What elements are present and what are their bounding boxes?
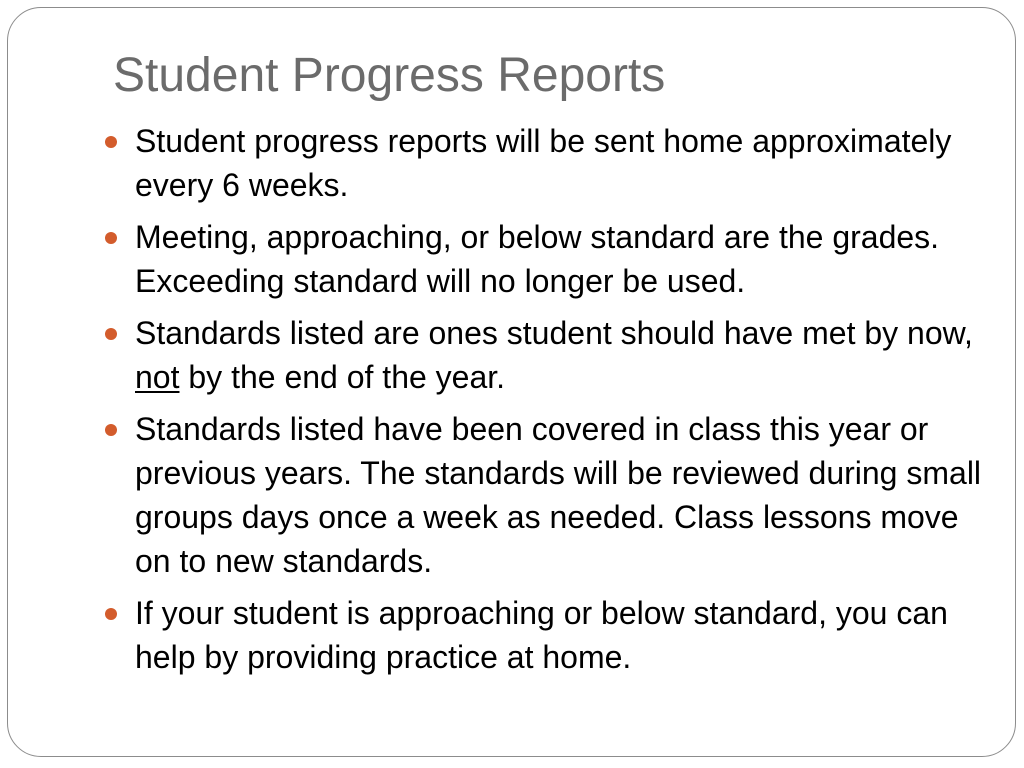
bullet-dot-icon <box>105 232 117 244</box>
bullet-dot-icon <box>105 136 117 148</box>
bullet-list <box>105 119 985 687</box>
bullet-item <box>105 407 985 583</box>
bullet-text: If your student is approaching or below standard, you can help by providing practice at home. <box>135 595 948 675</box>
bullet-text: Standards listed have been covered in class this year or previous years. The standards will be reviewed during small groups days once a week as needed. Class lessons move on to new standards. <box>135 411 982 579</box>
bullet-dot-icon <box>105 608 117 620</box>
bullet-item <box>105 215 985 303</box>
bullet-item <box>105 591 985 679</box>
slide-title: Student Progress Reports <box>113 49 666 102</box>
bullet-emphasis-underlined: not <box>135 359 180 395</box>
bullet-item <box>105 311 985 399</box>
bullet-text-before: Standards listed are ones student should have met by now, <box>135 315 973 351</box>
bullet-text-after: by the end of the year. <box>179 359 506 395</box>
bullet-text: Meeting, approaching, or below standard are the grades. Exceeding standard will no longer be used. <box>135 219 940 299</box>
bullet-item <box>105 119 985 207</box>
bullet-dot-icon <box>105 424 117 436</box>
bullet-dot-icon <box>105 328 117 340</box>
bullet-text: Student progress reports will be sent home approximately every 6 weeks. <box>135 123 952 203</box>
